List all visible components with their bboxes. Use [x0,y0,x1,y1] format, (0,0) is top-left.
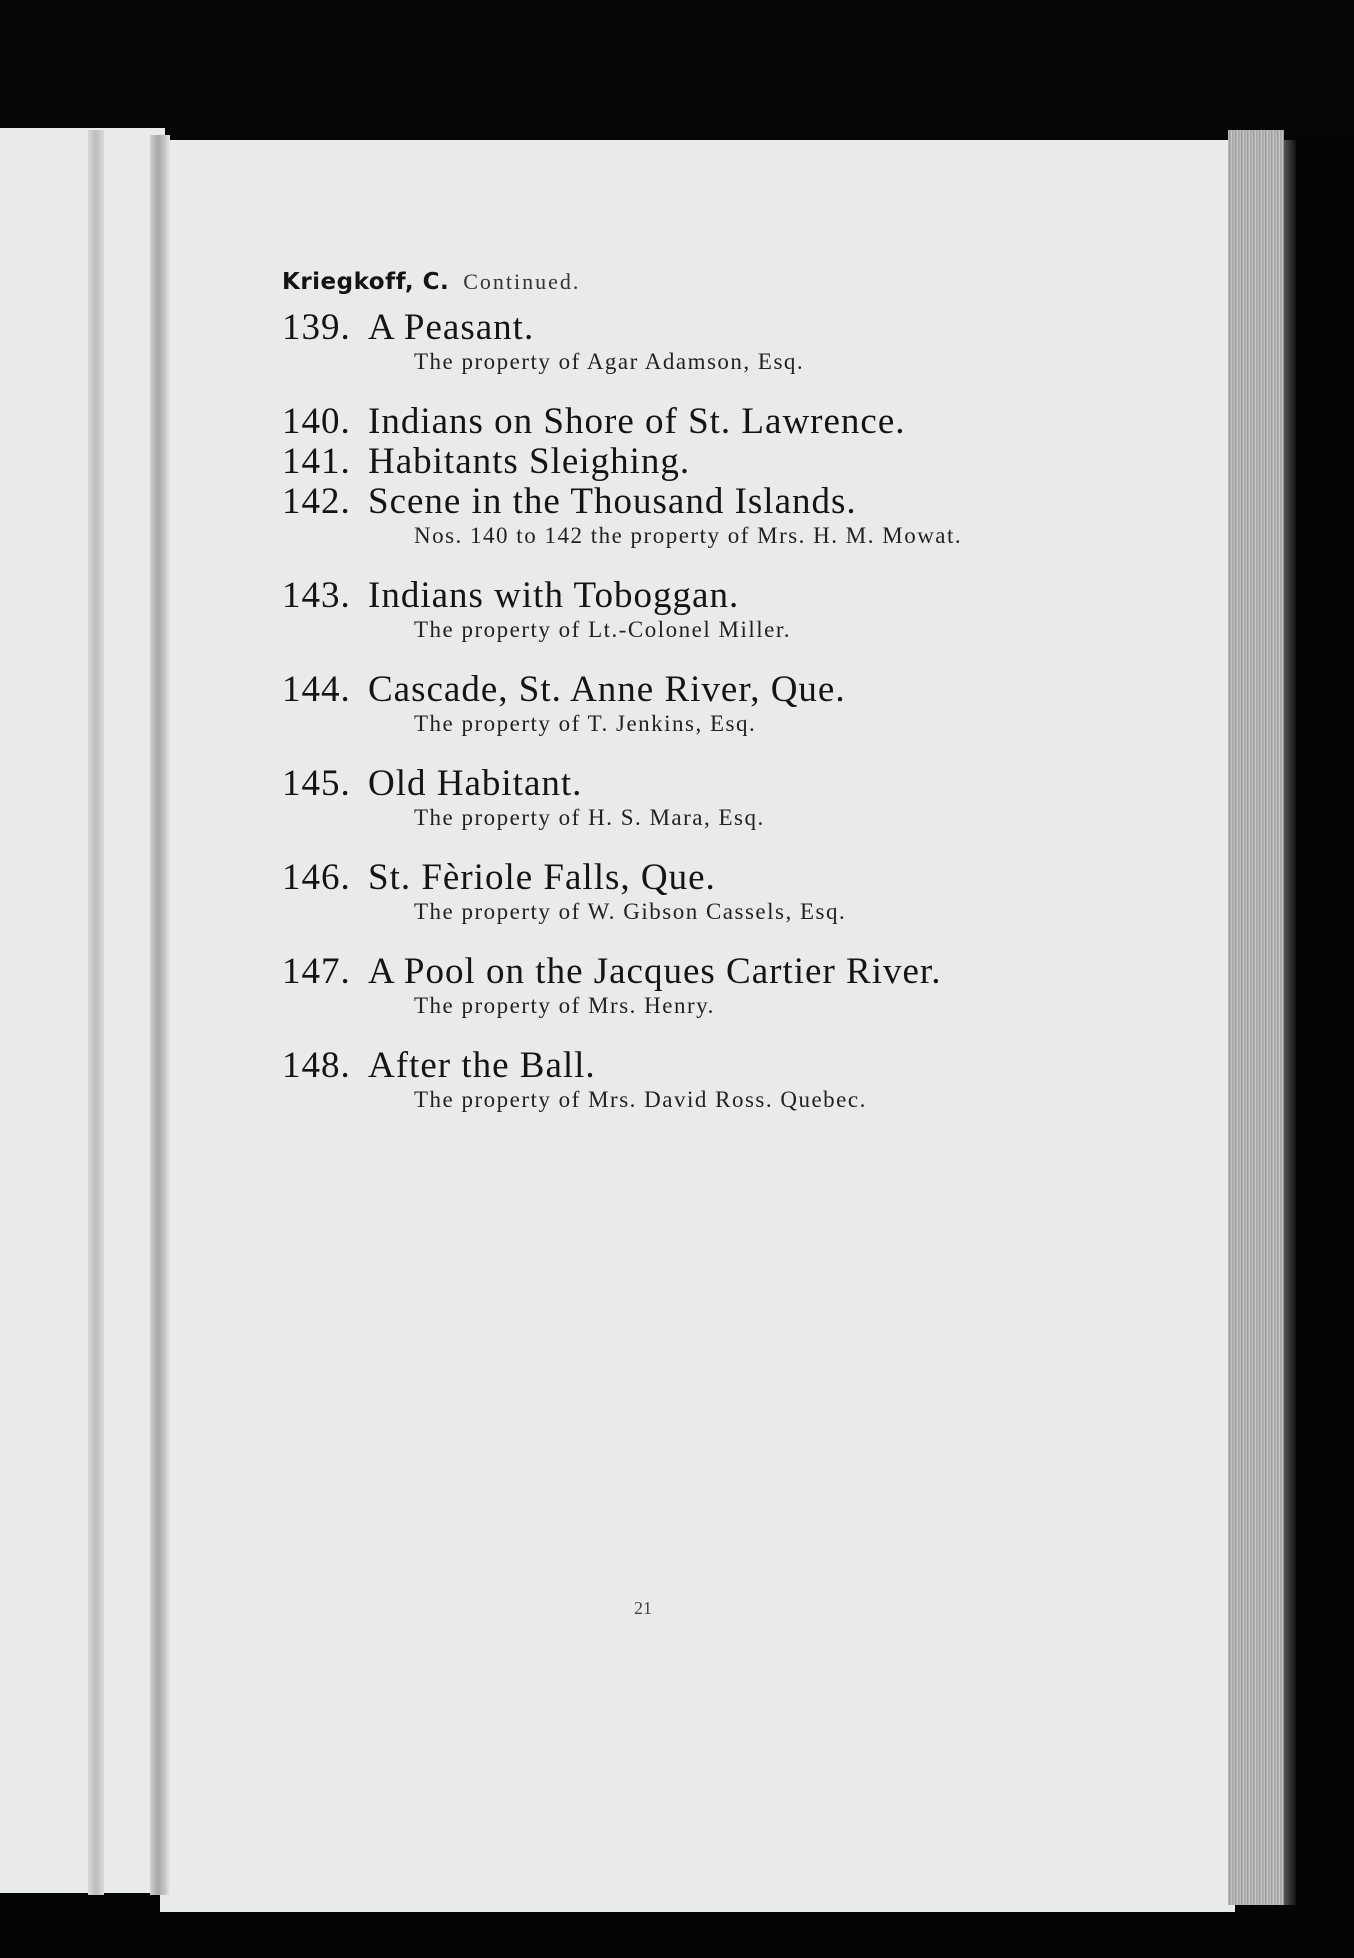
entry-title-line [282,858,1112,898]
catalogue-content [282,268,1112,1114]
entry-title-line [282,670,1112,710]
entry-title-line [282,952,1112,992]
catalogue-entry [282,482,1112,550]
entry-title: Scene in the Thousand Islands. [368,481,857,522]
book-gutter [150,135,170,1895]
entry-owner: The property of H. S. Mara, Esq. [414,805,765,830]
artist-name: Kriegkoff, C. [282,269,450,295]
entry-number: 139. [282,307,351,348]
entry-title: Indians with Toboggan. [368,575,740,616]
entry-number: 140. [282,401,351,442]
entry-title: After the Ball. [368,1045,596,1086]
entry-number: 146. [282,857,351,898]
entry-title-line [282,1046,1112,1086]
catalogue-entry [282,952,1112,1020]
catalogue-entry [282,442,1112,482]
catalogue-entry [282,1046,1112,1114]
entry-title: Indians on Shore of St. Lawrence. [368,401,906,442]
entry-owner: The property of Mrs. David Ross. Quebec. [414,1087,867,1112]
entry-owner: The property of W. Gibson Cassels, Esq. [414,899,847,924]
entry-title: A Peasant. [368,307,535,348]
entry-title: A Pool on the Jacques Cartier River. [368,951,942,992]
catalogue-entry [282,764,1112,832]
entry-number: 142. [282,481,351,522]
catalogue-entry [282,858,1112,926]
page-fore-edge [1228,130,1284,1905]
catalogue-entry [282,402,1112,442]
fore-edge-shadow [1284,140,1296,1905]
entry-owner: The property of Agar Adamson, Esq. [414,349,805,374]
entry-number: 143. [282,575,351,616]
entry-number: 147. [282,951,351,992]
entry-number: 145. [282,763,351,804]
continued-label: Continued. [463,269,581,294]
entry-number: 144. [282,669,351,710]
catalogue-entry [282,670,1112,738]
entry-owner: The property of Mrs. Henry. [414,993,715,1018]
left-page-edge [88,130,104,1895]
catalogue-entry [282,576,1112,644]
entry-owner: The property of Lt.-Colonel Miller. [414,617,791,642]
entry-title-line [282,482,1112,522]
entry-title-line [282,764,1112,804]
page-number: 21 [634,1598,652,1618]
catalogue-entry [282,308,1112,376]
background-dark [0,0,1354,130]
entry-owner: Nos. 140 to 142 the property of Mrs. H. M. Mowat. [414,523,963,548]
entry-title-line [282,442,1112,482]
catalogue-header [282,268,1112,298]
entry-title: Cascade, St. Anne River, Que. [368,669,846,710]
entry-title: Old Habitant. [368,763,583,804]
entry-title-line [282,576,1112,616]
entry-title: St. Fèriole Falls, Que. [368,857,716,898]
entry-title: Habitants Sleighing. [368,441,691,482]
entry-owner: The property of T. Jenkins, Esq. [414,711,757,736]
entry-title-line [282,308,1112,348]
left-page [0,128,165,1893]
entry-title-line [282,402,1112,442]
entry-number: 141. [282,441,351,482]
entry-number: 148. [282,1045,351,1086]
